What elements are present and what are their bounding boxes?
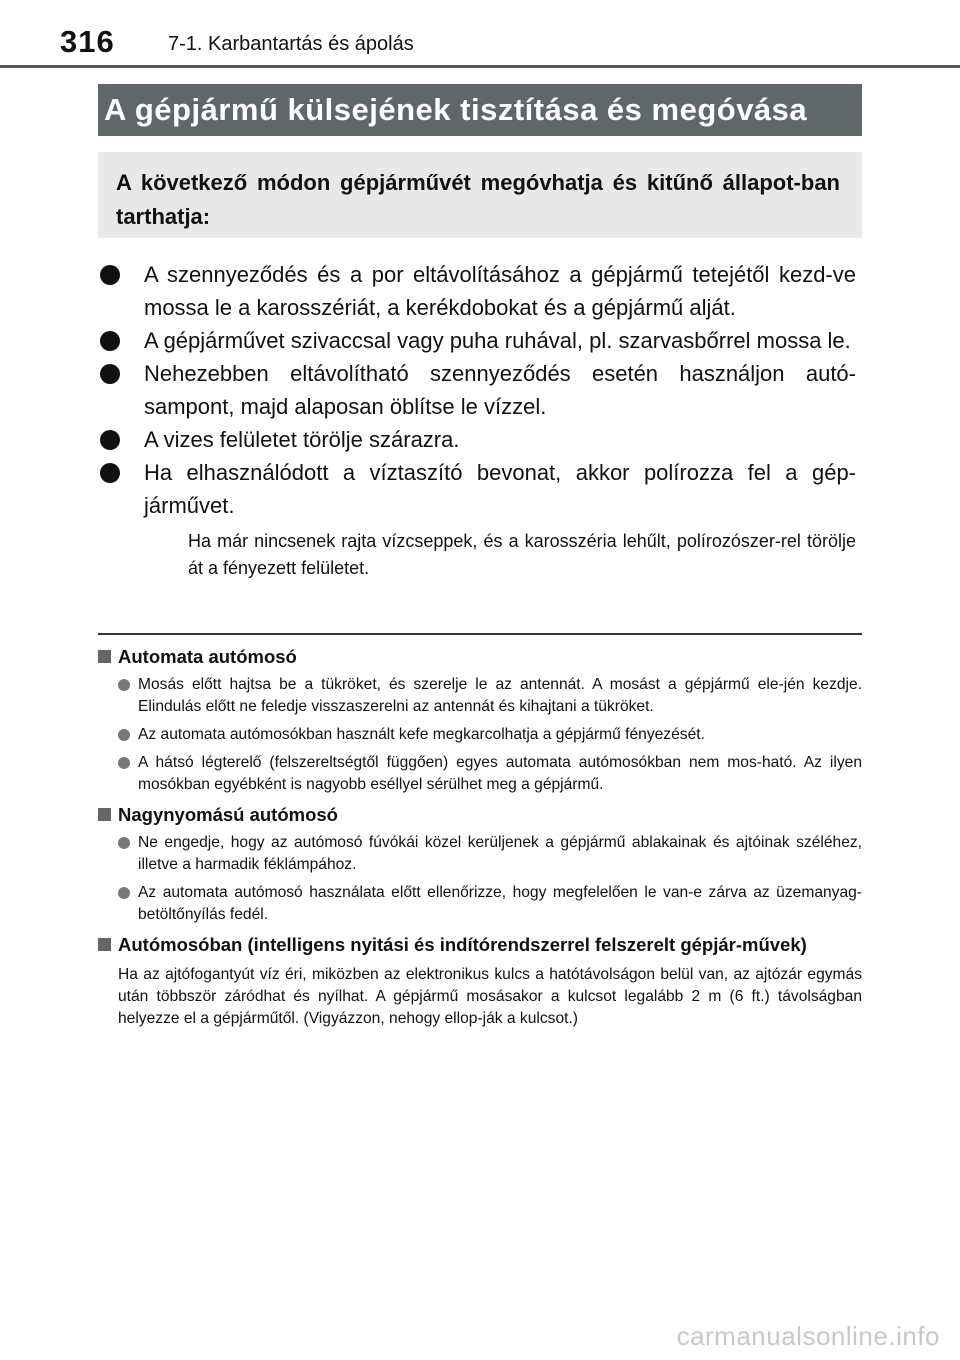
bullet-dot-icon: [100, 265, 120, 285]
list-item: [98, 832, 862, 876]
list-item-text: Az automata autómosó használata előtt ellenőrizze, hogy megfelelően le van-e zárva az üzemanyag-betöltőnyílás fedél.: [138, 884, 862, 923]
note-heading-text: Automata autómosó: [118, 646, 297, 667]
note-heading-high-pressure: [98, 802, 862, 828]
list-item: [100, 258, 856, 324]
list-item-text: Ha elhasználódott a víztaszító bevonat, akkor polírozza fel a gép-járművet.: [144, 460, 856, 518]
section-divider: [98, 633, 862, 635]
list-item: [100, 357, 856, 423]
square-bullet-icon: [98, 650, 111, 663]
header-rule: [0, 65, 960, 68]
list-item: [98, 752, 862, 796]
gray-dot-icon: [118, 837, 130, 849]
intro-box: [98, 152, 862, 238]
note-heading-text: Autómosóban (intelligens nyitási és indítórendszerrel felszerelt gépjár-művek): [118, 934, 807, 955]
list-item-text: A vizes felületet törölje szárazra.: [144, 427, 460, 452]
section-title: 7-1. Karbantartás és ápolás: [168, 33, 414, 55]
list-item-text: A hátsó légterelő (felszereltségtől függően) egyes automata autómosókban nem mos-ható. Az ilyen mosókban egyébként is nagyobb eséllyel sérülhet meg a gépjármű.: [138, 754, 862, 793]
list-item: [100, 423, 856, 456]
note-heading-smart-entry: [98, 932, 862, 958]
gray-dot-icon: [118, 679, 130, 691]
page-number: 316: [60, 24, 115, 59]
list-item: [100, 456, 856, 582]
list-item-text: Nehezebben eltávolítható szennyeződés esetén használjon autó-sampont, majd alaposan öblítse le vízzel.: [144, 361, 856, 419]
automatic-list: [98, 674, 862, 796]
bullet-dot-icon: [100, 331, 120, 351]
square-bullet-icon: [98, 808, 111, 821]
main-bullet-list: [100, 258, 856, 582]
intro-text: A következő módon gépjárművét megóvhatja és kitűnő állapot-ban tarthatja:: [116, 170, 840, 229]
square-bullet-icon: [98, 938, 111, 951]
notes-section: [98, 644, 862, 1030]
list-item-text: A szennyeződés és a por eltávolításához a gépjármű tetejétől kezd-ve mossa le a karosszériát, a kerékdobokat és a gépjármű alját.: [144, 262, 856, 320]
list-item-text: Ne engedje, hogy az autómosó fúvókái közel kerüljenek a gépjármű ablakainak és ajtóinak széléhez, illetve a harmadik féklámpához.: [138, 834, 862, 873]
high-pressure-list: [98, 832, 862, 926]
page-header: [0, 0, 960, 70]
watermark: carmanualsonline.info: [676, 1321, 940, 1351]
bullet-dot-icon: [100, 430, 120, 450]
list-item: [98, 674, 862, 718]
bullet-note: Ha már nincsenek rajta vízcseppek, és a karosszéria lehűlt, polírozószer-rel törölje át a fényezett felületet.: [188, 531, 856, 578]
note-heading-text: Nagynyomású autómosó: [118, 804, 338, 825]
gray-dot-icon: [118, 729, 130, 741]
gray-dot-icon: [118, 757, 130, 769]
list-item-text: A gépjárművet szivaccsal vagy puha ruhával, pl. szarvasbőrrel mossa le.: [144, 328, 851, 353]
list-item: [98, 882, 862, 926]
note-heading-automatic: [98, 644, 862, 670]
smart-entry-text: Ha az ajtófogantyút víz éri, miközben az elektronikus kulcs a hatótávolságon belül van, az ajtózár egymás után többször záródhat és nyílhat. A gépjármű mosásakor a kulcsot legalább 2 m (6 ft.) távolságban helyezze el a gépjárműtől. (Vigyázzon, nehogy ellop-ják a kulcsot.): [118, 966, 862, 1027]
list-item: [98, 724, 862, 746]
list-item: [100, 324, 856, 357]
bullet-dot-icon: [100, 463, 120, 483]
gray-dot-icon: [118, 887, 130, 899]
list-item-text: Az automata autómosókban használt kefe megkarcolhatja a gépjármű fényezését.: [138, 726, 705, 743]
page-title: A gépjármű külsejének tisztítása és megóvása: [98, 84, 862, 136]
list-item-text: Mosás előtt hajtsa be a tükröket, és szerelje le az antennát. A mosást a gépjármű ele-jén kezdje. Elindulás előtt ne feledje visszaszerelni az antennát és kihajtani a tükröket.: [138, 676, 862, 715]
bullet-dot-icon: [100, 364, 120, 384]
